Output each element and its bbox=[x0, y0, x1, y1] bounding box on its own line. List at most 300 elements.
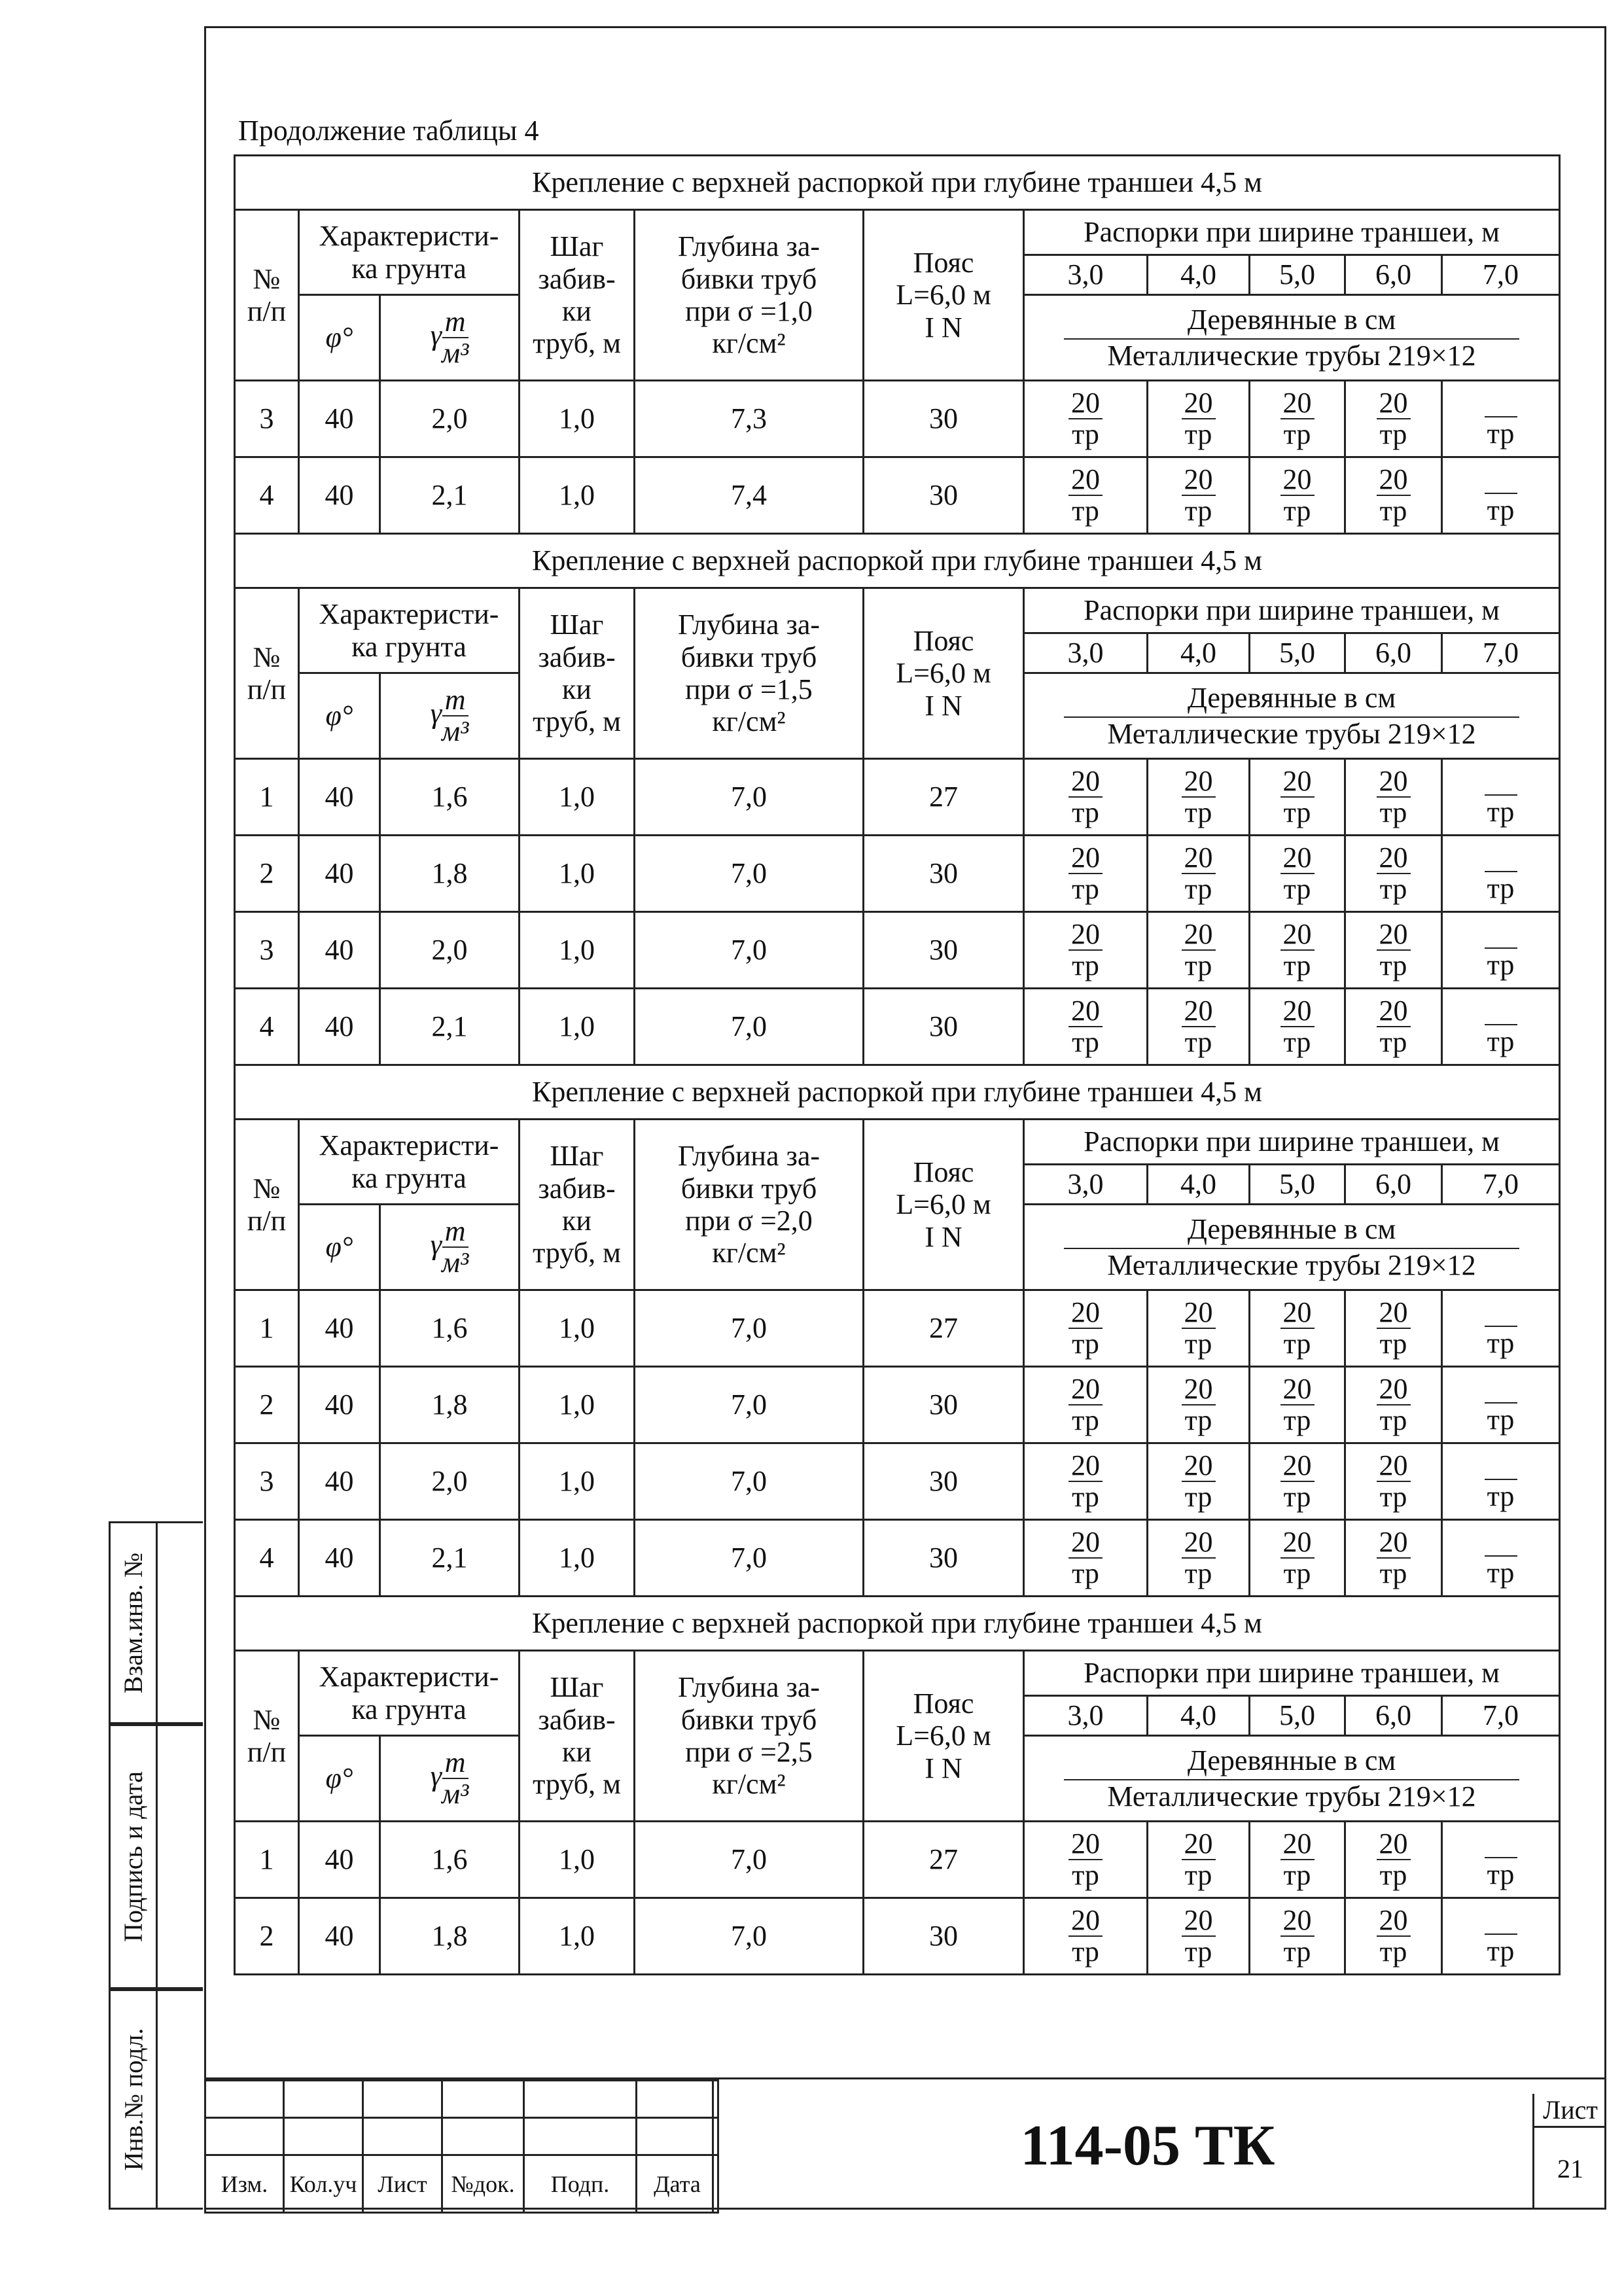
cell-gamma: 2,1 bbox=[380, 989, 520, 1065]
section-title-row bbox=[235, 1065, 1560, 1120]
strut-metal: тр bbox=[1184, 873, 1212, 905]
strut-metal: тр bbox=[1487, 1935, 1515, 1968]
strut-cell bbox=[1345, 1822, 1442, 1898]
strut-fraction bbox=[1280, 1451, 1315, 1512]
strut-fraction bbox=[1182, 996, 1216, 1057]
cell-step: 1,0 bbox=[520, 1367, 635, 1443]
gamma-unit-num: m bbox=[442, 1216, 468, 1248]
strut-cell bbox=[1024, 1822, 1148, 1898]
strut-wood: 20 bbox=[1182, 843, 1216, 874]
strut-metal: тр bbox=[1487, 1404, 1515, 1436]
strut-cell bbox=[1024, 1898, 1148, 1975]
width-cell: 7,0 bbox=[1442, 1696, 1560, 1736]
strut-fraction bbox=[1182, 1829, 1216, 1890]
strut-fraction bbox=[1280, 1374, 1315, 1436]
strut-metal: тр bbox=[1283, 1481, 1311, 1513]
cell-depth: 7,0 bbox=[635, 759, 864, 836]
strut-metal: тр bbox=[1072, 1328, 1099, 1360]
header-num-text: № п/п bbox=[247, 641, 287, 705]
strut-metal: тр bbox=[1184, 1026, 1212, 1058]
strut-fraction bbox=[1182, 1298, 1216, 1359]
cell-gamma: 1,6 bbox=[380, 1290, 520, 1367]
strut-fraction bbox=[1068, 1451, 1103, 1512]
header-step bbox=[520, 210, 635, 381]
header-materials bbox=[1024, 1736, 1560, 1822]
cell-phi: 40 bbox=[299, 912, 380, 989]
title-block-col-label: Изм. bbox=[205, 2155, 284, 2213]
strut-cell bbox=[1345, 1290, 1442, 1367]
wood-label: Деревянные в см bbox=[1064, 1213, 1519, 1249]
strut-wood: 20 bbox=[1068, 766, 1103, 798]
width-cell: 7,0 bbox=[1442, 1165, 1560, 1205]
header-row bbox=[235, 1651, 1560, 1696]
width-cell: 4,0 bbox=[1148, 255, 1250, 295]
strut-fraction bbox=[1377, 1374, 1411, 1436]
cell-depth: 7,0 bbox=[635, 1290, 864, 1367]
sheet-label: Лист bbox=[1543, 2095, 1598, 2125]
strut-cell-dash bbox=[1442, 381, 1560, 457]
strut-wood: 20 bbox=[1377, 919, 1411, 951]
strut-fraction bbox=[1182, 465, 1216, 526]
strut-wood: 20 bbox=[1068, 1905, 1103, 1937]
gamma-unit-num: m bbox=[442, 307, 468, 338]
strut-fraction bbox=[1182, 1374, 1216, 1436]
cell-belt: 30 bbox=[864, 457, 1024, 534]
table-row bbox=[235, 836, 1560, 912]
header-num-text: № п/п bbox=[247, 1703, 287, 1768]
section-title: Крепление с верхней распоркой при глубине траншеи 4,5 м bbox=[235, 1597, 1560, 1651]
strut-cell bbox=[1345, 1443, 1442, 1520]
strut-cell bbox=[1024, 457, 1148, 534]
strut-metal: тр bbox=[1379, 495, 1407, 527]
width-cell: 5,0 bbox=[1250, 1696, 1345, 1736]
strut-fraction bbox=[1377, 843, 1411, 904]
strut-wood: 20 bbox=[1377, 1374, 1411, 1405]
header-row bbox=[235, 1120, 1560, 1165]
table-row bbox=[235, 989, 1560, 1065]
strut-wood: 20 bbox=[1377, 1527, 1411, 1559]
strut-dash bbox=[1443, 766, 1559, 828]
dash-line bbox=[1485, 995, 1517, 1025]
header-step-text: Шаг забив- ки труб, м bbox=[533, 230, 621, 360]
strut-wood: 20 bbox=[1068, 1829, 1103, 1860]
width-cell: 3,0 bbox=[1024, 1696, 1148, 1736]
strut-cell bbox=[1024, 1520, 1148, 1597]
strut-cell bbox=[1250, 989, 1345, 1065]
strut-fraction bbox=[1182, 766, 1216, 828]
cell-gamma: 1,8 bbox=[380, 836, 520, 912]
sheet-label-cell bbox=[1532, 2094, 1606, 2128]
strut-wood: 20 bbox=[1182, 996, 1216, 1027]
dash-line bbox=[1485, 1297, 1517, 1327]
strut-fraction bbox=[1377, 996, 1411, 1057]
strut-cell-dash bbox=[1442, 836, 1560, 912]
sheet-number: 21 bbox=[1557, 2154, 1583, 2183]
strut-wood: 20 bbox=[1377, 843, 1411, 874]
strut-fraction bbox=[1377, 388, 1411, 450]
cell-gamma: 2,0 bbox=[380, 381, 520, 457]
width-cell: 3,0 bbox=[1024, 633, 1148, 673]
header-soil bbox=[299, 1120, 520, 1205]
title-block-col-label: Подп. bbox=[524, 2155, 637, 2213]
strut-cell bbox=[1024, 1443, 1148, 1520]
cell-n: 3 bbox=[235, 1443, 299, 1520]
strut-metal: тр bbox=[1487, 796, 1515, 828]
side-stamp-replace bbox=[109, 1521, 203, 1724]
header-soil-text: Характеристи- ка грунта bbox=[319, 1129, 499, 1194]
header-num bbox=[235, 1120, 299, 1290]
width-cell: 7,0 bbox=[1442, 633, 1560, 673]
strut-metal: тр bbox=[1283, 1935, 1311, 1968]
cell-belt: 27 bbox=[864, 1290, 1024, 1367]
cell-phi: 40 bbox=[299, 381, 380, 457]
header-num bbox=[235, 210, 299, 381]
cell-phi: 40 bbox=[299, 1443, 380, 1520]
header-gamma bbox=[380, 295, 520, 381]
strut-fraction bbox=[1068, 1374, 1103, 1436]
side-label-replace: Взам.инв. № bbox=[118, 1552, 149, 1693]
header-phi bbox=[299, 1736, 380, 1822]
strut-dash bbox=[1443, 464, 1559, 526]
strut-metal: тр bbox=[1184, 1935, 1212, 1968]
strut-metal: тр bbox=[1072, 418, 1099, 450]
strut-cell bbox=[1148, 759, 1250, 836]
strut-metal: тр bbox=[1184, 949, 1212, 981]
strut-metal: тр bbox=[1487, 494, 1515, 527]
strut-metal: тр bbox=[1487, 1480, 1515, 1513]
strut-metal: тр bbox=[1283, 418, 1311, 450]
cell-gamma: 2,0 bbox=[380, 912, 520, 989]
strut-metal: тр bbox=[1184, 1328, 1212, 1360]
width-cell: 5,0 bbox=[1250, 1165, 1345, 1205]
strut-metal: тр bbox=[1283, 796, 1311, 828]
strut-metal: тр bbox=[1283, 1859, 1311, 1891]
strut-cell bbox=[1345, 912, 1442, 989]
strut-fraction bbox=[1280, 919, 1315, 981]
cell-belt: 30 bbox=[864, 1520, 1024, 1597]
metal-label: Металлические трубы 219×12 bbox=[1107, 718, 1476, 750]
strut-metal: тр bbox=[1487, 1557, 1515, 1589]
strut-wood: 20 bbox=[1280, 1298, 1315, 1329]
strut-wood: 20 bbox=[1280, 1527, 1315, 1559]
cell-belt: 30 bbox=[864, 989, 1024, 1065]
cell-phi: 40 bbox=[299, 1520, 380, 1597]
strut-cell bbox=[1148, 1520, 1250, 1597]
strut-cell bbox=[1024, 836, 1148, 912]
cell-depth: 7,4 bbox=[635, 457, 864, 534]
cell-belt: 30 bbox=[864, 1443, 1024, 1520]
cell-depth: 7,0 bbox=[635, 1367, 864, 1443]
gamma-unit bbox=[442, 1748, 468, 1809]
strut-cell-dash bbox=[1442, 457, 1560, 534]
strut-fraction bbox=[1280, 388, 1315, 450]
gamma-symbol: γ bbox=[430, 1228, 442, 1261]
strut-metal: тр bbox=[1487, 872, 1515, 905]
strut-cell bbox=[1345, 381, 1442, 457]
cell-depth: 7,0 bbox=[635, 1520, 864, 1597]
strut-metal: тр bbox=[1283, 1026, 1311, 1058]
strut-cell bbox=[1024, 912, 1148, 989]
strut-wood: 20 bbox=[1068, 843, 1103, 874]
table-row bbox=[235, 1367, 1560, 1443]
title-block-col-label: Кол.уч bbox=[284, 2155, 363, 2213]
cell-gamma: 1,6 bbox=[380, 1822, 520, 1898]
header-depth-text: Глубина за- бивки труб при σ =2,0 кг/см² bbox=[677, 1140, 821, 1269]
strut-wood: 20 bbox=[1182, 1374, 1216, 1405]
width-cell: 4,0 bbox=[1148, 1696, 1250, 1736]
strut-metal: тр bbox=[1184, 418, 1212, 450]
strut-wood: 20 bbox=[1182, 388, 1216, 419]
strut-metal: тр bbox=[1283, 1557, 1311, 1589]
cell-step: 1,0 bbox=[520, 1520, 635, 1597]
strut-cell bbox=[1250, 1520, 1345, 1597]
section-title-row bbox=[235, 1597, 1560, 1651]
cell-gamma: 1,8 bbox=[380, 1898, 520, 1975]
strut-cell bbox=[1148, 912, 1250, 989]
dash-line bbox=[1485, 1828, 1517, 1858]
strut-cell bbox=[1250, 836, 1345, 912]
cell-belt: 27 bbox=[864, 1822, 1024, 1898]
strut-dash bbox=[1443, 1373, 1559, 1436]
metal-label: Металлические трубы 219×12 bbox=[1107, 1780, 1476, 1812]
strut-wood: 20 bbox=[1280, 1905, 1315, 1937]
strut-metal: тр bbox=[1072, 1935, 1099, 1968]
header-phi bbox=[299, 673, 380, 759]
strut-cell bbox=[1345, 1367, 1442, 1443]
gamma-unit bbox=[442, 685, 468, 747]
strut-metal: тр bbox=[1379, 796, 1407, 828]
header-soil-text: Характеристи- ка грунта bbox=[319, 598, 499, 663]
dash-line bbox=[1485, 1527, 1517, 1557]
strut-fraction bbox=[1182, 1527, 1216, 1589]
strut-cell bbox=[1345, 457, 1442, 534]
dash-line bbox=[1485, 919, 1517, 949]
strut-metal: тр bbox=[1072, 1859, 1099, 1891]
strut-cell bbox=[1345, 1520, 1442, 1597]
header-num bbox=[235, 1651, 299, 1822]
strut-metal: тр bbox=[1487, 1327, 1515, 1360]
strut-dash bbox=[1443, 919, 1559, 981]
gamma-unit-den: м³ bbox=[442, 1778, 469, 1810]
strut-cell bbox=[1024, 1367, 1148, 1443]
cell-gamma: 1,8 bbox=[380, 1367, 520, 1443]
cell-phi: 40 bbox=[299, 836, 380, 912]
cell-n: 4 bbox=[235, 1520, 299, 1597]
cell-gamma: 2,0 bbox=[380, 1443, 520, 1520]
dash-line bbox=[1485, 1373, 1517, 1404]
header-num-text: № п/п bbox=[247, 1172, 287, 1237]
section-title: Крепление с верхней распоркой при глубине траншеи 4,5 м bbox=[235, 1065, 1560, 1120]
document-code: 114-05 ТК bbox=[712, 2079, 1581, 2212]
strut-metal: тр bbox=[1487, 1025, 1515, 1058]
strut-wood: 20 bbox=[1182, 465, 1216, 496]
header-materials bbox=[1024, 295, 1560, 381]
width-cell: 6,0 bbox=[1345, 633, 1442, 673]
strut-fraction bbox=[1377, 766, 1411, 828]
header-belt-text: Пояс L=6,0 м I N bbox=[896, 1687, 991, 1784]
cell-gamma: 1,6 bbox=[380, 759, 520, 836]
table-caption: Продолжение таблицы 4 bbox=[238, 115, 539, 147]
cell-depth: 7,0 bbox=[635, 1898, 864, 1975]
strut-cell-dash bbox=[1442, 1822, 1560, 1898]
strut-metal: тр bbox=[1072, 1026, 1099, 1058]
header-depth-text: Глубина за- бивки труб при σ =1,0 кг/см² bbox=[677, 230, 821, 360]
cell-n: 2 bbox=[235, 836, 299, 912]
dash-line bbox=[1485, 1905, 1517, 1935]
strut-cell bbox=[1250, 759, 1345, 836]
header-materials bbox=[1024, 1205, 1560, 1290]
cell-n: 1 bbox=[235, 1822, 299, 1898]
strut-fraction bbox=[1377, 1451, 1411, 1512]
strut-cell-dash bbox=[1442, 1898, 1560, 1975]
strut-metal: тр bbox=[1072, 873, 1099, 905]
header-depth-text: Глубина за- бивки труб при σ =1,5 кг/см² bbox=[677, 609, 821, 738]
strut-cell bbox=[1250, 1898, 1345, 1975]
header-struts: Распорки при ширине траншеи, м bbox=[1024, 210, 1560, 255]
header-depth bbox=[635, 588, 864, 759]
cell-depth: 7,0 bbox=[635, 1822, 864, 1898]
header-struts: Распорки при ширине траншеи, м bbox=[1024, 1120, 1560, 1165]
strut-cell bbox=[1148, 1443, 1250, 1520]
strut-cell bbox=[1148, 1290, 1250, 1367]
strut-cell-dash bbox=[1442, 912, 1560, 989]
strut-cell bbox=[1345, 1898, 1442, 1975]
strut-dash bbox=[1443, 842, 1559, 904]
strut-fraction bbox=[1280, 1829, 1315, 1890]
cell-belt: 30 bbox=[864, 1898, 1024, 1975]
phi-symbol: φ° bbox=[325, 699, 353, 732]
section-title: Крепление с верхней распоркой при глубине траншеи 4,5 м bbox=[235, 534, 1560, 588]
cell-depth: 7,0 bbox=[635, 989, 864, 1065]
header-num-text: № п/п bbox=[247, 262, 287, 327]
gamma-unit-den: м³ bbox=[442, 337, 469, 369]
strut-wood: 20 bbox=[1377, 996, 1411, 1027]
strut-metal: тр bbox=[1072, 796, 1099, 828]
table-row bbox=[235, 457, 1560, 534]
strut-fraction bbox=[1280, 1298, 1315, 1359]
strut-metal: тр bbox=[1379, 873, 1407, 905]
cell-phi: 40 bbox=[299, 759, 380, 836]
strut-cell bbox=[1148, 381, 1250, 457]
wood-label: Деревянные в см bbox=[1064, 304, 1519, 340]
header-belt-text: Пояс L=6,0 м I N bbox=[896, 247, 991, 344]
strut-cell bbox=[1250, 912, 1345, 989]
strut-cell bbox=[1250, 381, 1345, 457]
strut-wood: 20 bbox=[1377, 1829, 1411, 1860]
gamma-unit-den: м³ bbox=[442, 1246, 469, 1279]
cell-belt: 30 bbox=[864, 836, 1024, 912]
cell-step: 1,0 bbox=[520, 1443, 635, 1520]
metal-label: Металлические трубы 219×12 bbox=[1107, 1249, 1476, 1281]
table-row bbox=[235, 1822, 1560, 1898]
title-block bbox=[204, 2077, 1606, 2210]
strut-metal: тр bbox=[1379, 1557, 1407, 1589]
header-gamma bbox=[380, 1205, 520, 1290]
strut-cell-dash bbox=[1442, 1443, 1560, 1520]
strut-wood: 20 bbox=[1182, 766, 1216, 798]
header-soil-text: Характеристи- ка грунта bbox=[319, 220, 499, 285]
header-step-text: Шаг забив- ки труб, м bbox=[533, 609, 621, 738]
cell-n: 4 bbox=[235, 457, 299, 534]
table-row bbox=[235, 1290, 1560, 1367]
cell-belt: 30 bbox=[864, 381, 1024, 457]
width-cell: 5,0 bbox=[1250, 633, 1345, 673]
strut-cell bbox=[1024, 381, 1148, 457]
strut-wood: 20 bbox=[1280, 1829, 1315, 1860]
strut-wood: 20 bbox=[1280, 766, 1315, 798]
strut-wood: 20 bbox=[1068, 388, 1103, 419]
strut-fraction bbox=[1377, 1829, 1411, 1890]
header-belt bbox=[864, 1120, 1024, 1290]
strut-cell bbox=[1148, 1898, 1250, 1975]
strut-metal: тр bbox=[1072, 1557, 1099, 1589]
strut-metal: тр bbox=[1379, 1481, 1407, 1513]
cell-step: 1,0 bbox=[520, 1898, 635, 1975]
strut-cell bbox=[1024, 759, 1148, 836]
strut-dash bbox=[1443, 1828, 1559, 1890]
cell-phi: 40 bbox=[299, 1822, 380, 1898]
gamma-unit-num: m bbox=[442, 1748, 468, 1779]
strut-wood: 20 bbox=[1377, 465, 1411, 496]
wood-label: Деревянные в см bbox=[1064, 682, 1519, 718]
strut-metal: тр bbox=[1184, 1859, 1212, 1891]
strut-cell bbox=[1345, 759, 1442, 836]
header-step bbox=[520, 1651, 635, 1822]
strut-wood: 20 bbox=[1182, 919, 1216, 951]
strut-fraction bbox=[1068, 766, 1103, 828]
header-depth bbox=[635, 1120, 864, 1290]
strut-metal: тр bbox=[1379, 1935, 1407, 1968]
strut-dash bbox=[1443, 1450, 1559, 1512]
strut-fraction bbox=[1182, 843, 1216, 904]
gamma-unit-den: м³ bbox=[442, 715, 469, 747]
strut-dash bbox=[1443, 387, 1559, 450]
strut-fraction bbox=[1068, 843, 1103, 904]
strut-metal: тр bbox=[1072, 495, 1099, 527]
strut-fraction bbox=[1280, 1905, 1315, 1967]
side-stamp-inventory bbox=[109, 1989, 203, 2210]
cell-belt: 30 bbox=[864, 912, 1024, 989]
header-phi bbox=[299, 295, 380, 381]
table-row bbox=[235, 1443, 1560, 1520]
header-row bbox=[235, 588, 1560, 633]
cell-n: 2 bbox=[235, 1898, 299, 1975]
strut-metal: тр bbox=[1379, 1026, 1407, 1058]
header-belt-text: Пояс L=6,0 м I N bbox=[896, 625, 991, 722]
cell-gamma: 2,1 bbox=[380, 457, 520, 534]
strut-fraction bbox=[1280, 843, 1315, 904]
dash-line bbox=[1485, 387, 1517, 417]
cell-phi: 40 bbox=[299, 457, 380, 534]
strut-cell bbox=[1345, 836, 1442, 912]
cell-phi: 40 bbox=[299, 1367, 380, 1443]
cell-depth: 7,0 bbox=[635, 1443, 864, 1520]
title-block-col-label: №док. bbox=[442, 2155, 524, 2213]
strut-metal: тр bbox=[1072, 1404, 1099, 1436]
strut-wood: 20 bbox=[1182, 1905, 1216, 1937]
strut-fraction bbox=[1182, 1905, 1216, 1967]
strut-fraction bbox=[1068, 465, 1103, 526]
width-cell: 4,0 bbox=[1148, 633, 1250, 673]
strut-wood: 20 bbox=[1182, 1527, 1216, 1559]
strut-metal: тр bbox=[1184, 1404, 1212, 1436]
cell-step: 1,0 bbox=[520, 759, 635, 836]
gamma-symbol: γ bbox=[430, 1759, 442, 1792]
header-phi bbox=[299, 1205, 380, 1290]
strut-wood: 20 bbox=[1068, 919, 1103, 951]
phi-symbol: φ° bbox=[325, 1231, 353, 1263]
strut-metal: тр bbox=[1283, 1328, 1311, 1360]
